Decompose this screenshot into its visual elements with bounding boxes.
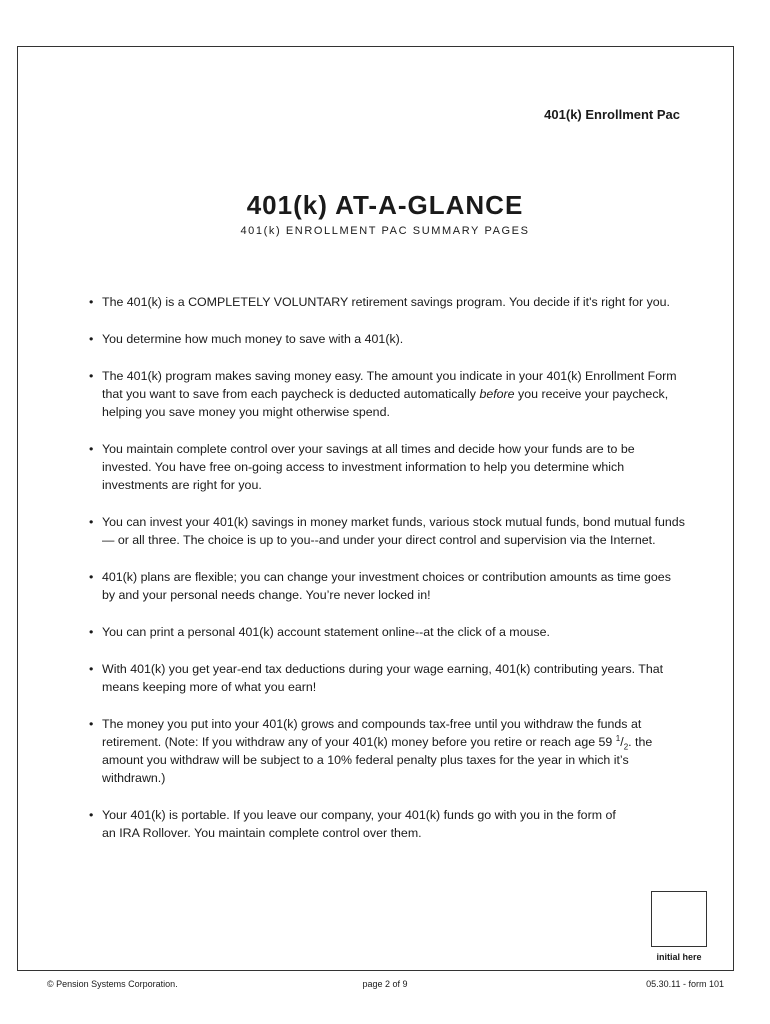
page-subtitle: 401(k) ENROLLMENT PAC SUMMARY PAGES <box>240 225 530 237</box>
initial-box[interactable] <box>651 891 707 947</box>
bullet-control: • You maintain complete control over your savings at all times and decide how your funds are to be invested. You have free on-going access to investment information to help you determine which investments are right for you. <box>86 440 686 494</box>
footer-form-id: 05.30.11 - form 101 <box>646 979 724 989</box>
bullet-flexible: • 401(k) plans are flexible; you can change your investment choices or contribution amounts as time goes by and your personal needs change. You’re never locked in! <box>86 568 686 604</box>
bullet-tax-deductions: • With 401(k) you get year-end tax deductions during your wage earning, 401(k) contributing years. That means keeping more of what you earn! <box>86 660 686 696</box>
page-title: 401(k) AT-A-GLANCE <box>246 190 524 220</box>
emphasis-before: before <box>479 387 515 401</box>
bullet-saving-easy: • The 401(k) program makes saving money easy. The amount you indicate in your 401(k) Enrollment Form that you want to save from each paycheck is deducted automatically before you receive your paycheck, helping you save money you might otherwise spend. <box>86 367 686 421</box>
pac-title: 401(k) Enrollment Pac <box>544 107 680 122</box>
initial-label: initial here <box>656 952 702 962</box>
bullet-portable: • Your 401(k) is portable. If you leave our company, your 401(k) funds go with you in the form of an IRA Rollover. You maintain complete control over them. <box>86 806 686 842</box>
bullet-compounds: • The money you put into your 401(k) grows and compounds tax-free until you withdraw the funds at retirement. (Note: If you withdraw any of your 401(k) money before you retire or reach age 59 $^1/_2$. the amount you withdraw will be subject to a 10% federal penalty plus taxes for the year in which it’s withdrawn.) <box>86 715 686 787</box>
bullet-list <box>86 293 686 842</box>
bullet-determine-amount: • You determine how much money to save with a 401(k). <box>86 330 686 348</box>
bullet-print-statement: • You can print a personal 401(k) account statement online--at the click of a mouse. <box>86 623 686 641</box>
footer-page-number: page 2 of 9 <box>362 979 408 989</box>
bullet-voluntary: • The 401(k) is a COMPLETELY VOLUNTARY retirement savings program. You decide if it's right for you. <box>86 293 686 311</box>
bullet-invest-options: • You can invest your 401(k) savings in money market funds, various stock mutual funds, bond mutual funds — or all three. The choice is up to you--and under your direct control and supervision via the Internet. <box>86 513 686 549</box>
footer-copyright: © Pension Systems Corporation. <box>47 979 178 989</box>
